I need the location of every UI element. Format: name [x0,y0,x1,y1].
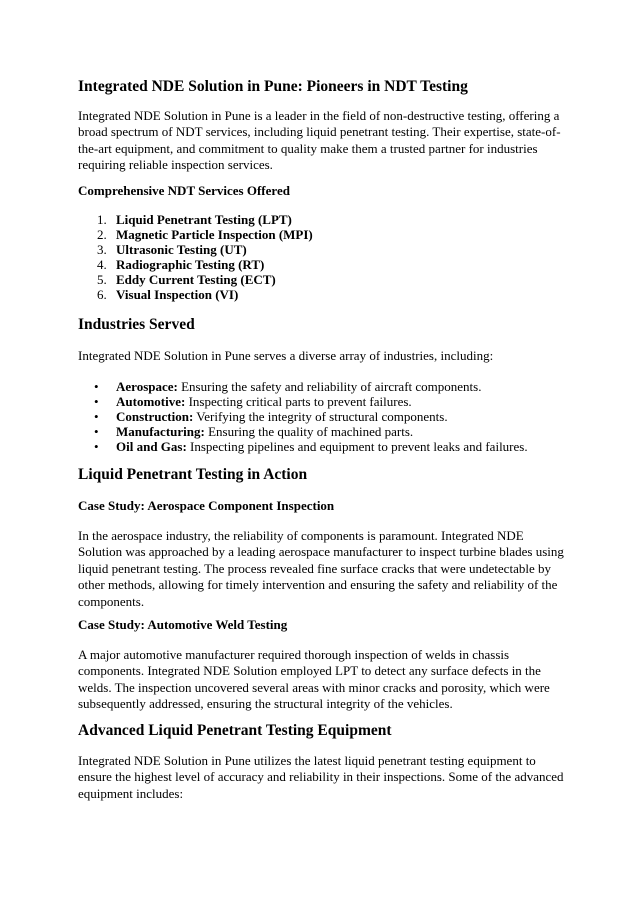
services-heading: Comprehensive NDT Services Offered [78,183,290,198]
list-item [78,409,528,424]
list-item [78,379,528,394]
list-item-number: 3. [97,242,107,258]
list-item-label: Radiographic Testing (RT) [116,257,265,273]
list-item [78,242,313,257]
bullet-icon: • [94,379,99,394]
action-heading: Liquid Penetrant Testing in Action [78,466,308,483]
industry-description: Inspecting critical parts to prevent failures. [185,394,412,410]
industry-term: Aerospace: [116,379,178,394]
case-study-1-text: In the aerospace industry, the reliability of components is paramount. Integrated NDE Solution was approached by a leading aerospace manufacturer to inspect turbine blades using liquid penetrant testing. The process revealed fine surface cracks that were undetectable by other methods, allowing for timely intervention and ensuring the safety and reliability of the components. [78,528,564,609]
case-study-1-heading: Case Study: Aerospace Component Inspection [78,498,335,513]
case-study-2-text: A major automotive manufacturer required thorough inspection of welds in chassis components. Integrated NDE Solution employed LPT to detect any surface defects in the welds. The inspection uncovered several areas with minor cracks and porosity, which were subsequently addressed, ensuring the structural integrity of the vehicles. [78,647,550,712]
bullet-icon: • [94,424,99,440]
equipment-heading: Advanced Liquid Penetrant Testing Equipment [78,722,392,739]
list-item [78,257,313,272]
list-item-number: 4. [97,257,107,273]
industry-description: Inspecting pipelines and equipment to prevent leaks and failures. [186,439,528,455]
list-item [78,394,528,409]
list-item-label: Liquid Penetrant Testing (LPT) [116,212,292,227]
industry-description: Verifying the integrity of structural components. [193,409,448,425]
list-item [78,424,528,439]
list-item-number: 5. [97,272,107,288]
list-item-label: Visual Inspection (VI) [116,287,239,303]
services-list [78,212,313,303]
industries-list [78,379,528,454]
list-item [78,212,313,227]
list-item [78,227,313,242]
list-item-label: Ultrasonic Testing (UT) [116,242,247,258]
industry-term: Automotive: [116,394,186,410]
list-item-label: Magnetic Particle Inspection (MPI) [116,227,313,243]
industry-description: Ensuring the safety and reliability of aircraft components. [177,379,482,394]
list-item [78,439,528,454]
intro-paragraph: Integrated NDE Solution in Pune is a leader in the field of non-destructive testing, offering a broad spectrum of NDT services, including liquid penetrant testing. Their expertise, state-of-the-art equipment, and commitment to quality make them a trusted partner for industries requiring reliable inspection services. [78,108,561,173]
case-study-2-heading: Case Study: Automotive Weld Testing [78,617,288,632]
list-item-number: 6. [97,287,107,303]
list-item [78,287,313,302]
bullet-icon: • [94,439,99,455]
list-item-label: Eddy Current Testing (ECT) [116,272,276,288]
industry-description: Ensuring the quality of machined parts. [204,424,414,440]
industries-heading: Industries Served [78,316,195,333]
list-item-number: 1. [97,212,107,227]
industries-intro: Integrated NDE Solution in Pune serves a diverse array of industries, including: [78,348,494,363]
bullet-icon: • [94,409,99,425]
industry-term: Manufacturing: [116,424,205,440]
list-item-number: 2. [97,227,107,243]
page-title: Integrated NDE Solution in Pune: Pioneers in NDT Testing [78,78,468,95]
list-item [78,272,313,287]
industry-term: Construction: [116,409,194,425]
industry-term: Oil and Gas: [116,439,187,455]
bullet-icon: • [94,394,99,410]
equipment-text: Integrated NDE Solution in Pune utilizes the latest liquid penetrant testing equipment to ensure the highest level of accuracy and reliability in their inspections. Some of the advanced equipment includes: [78,753,564,801]
